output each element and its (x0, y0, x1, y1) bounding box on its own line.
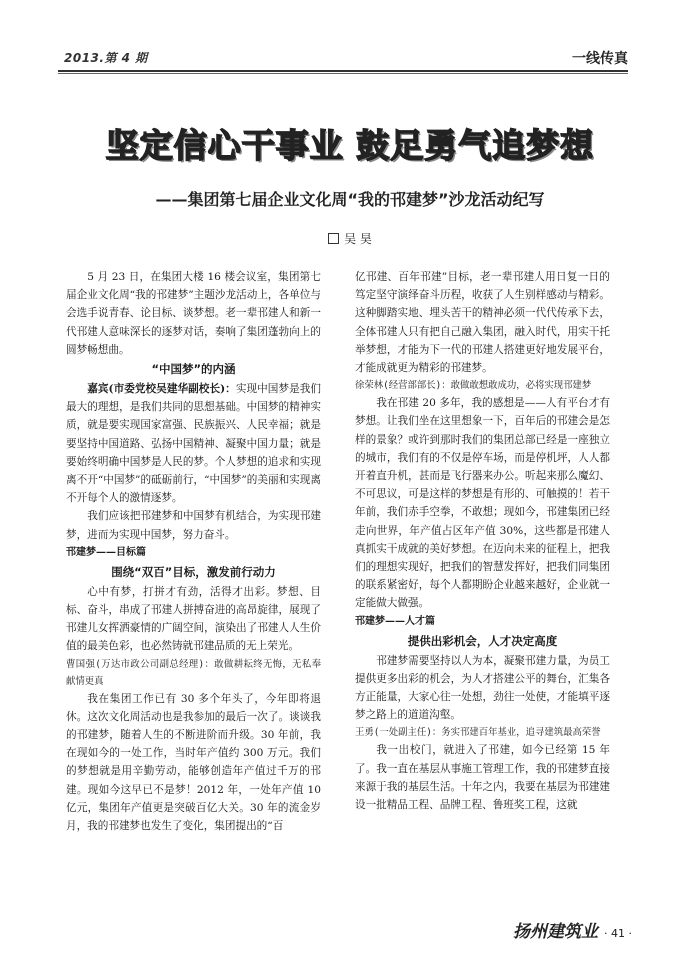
page-footer (513, 917, 632, 942)
speaker-name: 嘉宾(市委党校吴建华副校长)： (87, 383, 236, 396)
page-number: · 41 · (604, 927, 632, 940)
paragraph: 我们应该把邗建梦和中国梦有机结合，为实现邗建梦，进而为实现中国梦，努力奋斗。 (66, 510, 321, 541)
author-name: 吴 昊 (344, 232, 372, 246)
article-title: 坚定信心干事业 鼓足勇气追梦想 (105, 126, 595, 165)
right-column (355, 268, 610, 814)
paragraph: 我在邗建 20 多年，我的感想是——人有平台才有梦想。让我们坐在这里想象一下，百年后的邗建会是怎样的景象？或许到那时我们的集团总部已经是一座独立的城市，我们有的不仅是停车场，而是停机坪，人人都开着直升机，甚而是飞行器来办公。听起来那么魔幻、不可思议，可是这样的梦想是有形的、可触摸的！若干年前，我们赤手空拳，不敢想；现如今，邗建集团已经走向世界，年产值占区年产值 30%，这些都是邗建人真抓实干成就的美好梦想。在迈向未来的征程上，把我们的理想实现好，把我们的智慧发挥好，把我们同集团的联系紧密好，每个人都期盼企业越来越好，企业就一定能做大做强。 (355, 397, 610, 610)
paragraph: 邗建梦需要坚持以人为本，凝聚邗建力量，为员工提供更多出彩的机会，为人才搭建公平的舞台，汇集各方正能量，大家心往一处想，劲往一处使，才能填平逐梦之路上的道道沟壑。 (355, 654, 610, 722)
section-tag: 邗建梦——人才篇 (355, 615, 435, 627)
section-heading: “中国梦”的内涵 (151, 362, 236, 377)
paragraph: 5 月 23 日，在集团大楼 16 楼会议室，集团第七届企业文化周“我的邗建梦”主题沙龙活动上，各单位与会选手说青春、论目标、谈梦想。老一辈邗建人和新一代邗建人意味深长的逐梦对话，奏响了集团蓬勃向上的圆梦畅想曲。 (66, 271, 321, 356)
page-header (58, 48, 628, 68)
section-label: 一线传真 (572, 51, 628, 67)
section-heading: 提供出彩机会，人才决定高度 (407, 633, 558, 648)
author-line (0, 230, 700, 247)
paragraph (66, 380, 321, 507)
section-heading: 围绕“双百”目标，激发前行动力 (111, 564, 276, 579)
left-column (66, 268, 321, 835)
section-tag: 邗建梦——目标篇 (66, 546, 146, 558)
speaker-line: 曹国强(万达市政公司副总经理)：敢做耕耘终无悔，无私奉献情更真 (66, 658, 321, 687)
magazine-logo: 扬州建筑业 (513, 922, 599, 942)
issue-label: 2013.第 4 期 (64, 51, 148, 65)
paragraph: 亿邗建、百年邗建”目标，老一辈邗建人用日复一日的笃定坚守演绎奋斗历程，收获了人生别样感动与精彩。这种脚踏实地、埋头苦干的精神必须一代代传承下去，全体邗建人只有把自己融入集团，融入时代，用实干托举梦想，才能为下一代的邗建人搭建更好地发展平台，才能成就更为精彩的邗建梦。 (355, 271, 610, 375)
paragraph: 我在集团工作已有 30 多个年头了，今年即将退休。这次文化周活动也是我参加的最后一次了。谈谈我的邗建梦，随着人生的不断进阶而升级。30 年前，我在现如今的一处工作，当时年产值约 300 万元。我们的梦想就是用辛勤劳动，能够创造年产值过千万的邗建。现如今这早已不是梦！2012 年，一处年产值 10 亿元，集团年产值更是突破百亿大关。30 年的流金岁月，我的邗建梦也发生了变化，集团提出的“百 (66, 692, 321, 833)
speaker-line: 王勇(一处副主任)：务实邗建百年基业，追寻建筑最高荣誉 (355, 727, 601, 739)
speaker-line: 徐荣林(经营部部长)：敢做敢想敢成功，必将实现邗建梦 (355, 380, 592, 392)
paragraph-text: 实现中国梦是我们最大的理想，是我们共同的思想基础。中国梦的精神实质，就是要实现国家富强、民族振兴、人民幸福；就是要坚持中国道路、弘扬中国精神、凝聚中国力量；就是要始终明确中国梦是人民的梦。个人梦想的追求和实现离不开“中国梦”的砥砺前行，“中国梦”的美丽和实现离不开每个人的激情逐梦。 (66, 383, 321, 505)
header-rule-thin (58, 73, 628, 74)
author-box-icon (328, 233, 339, 244)
paragraph: 心中有梦，打拼才有劲，活得才出彩。梦想、目标、奋斗，串成了邗建人拼搏奋进的高昂旋律，展现了邗建儿女挥洒豪情的广阔空间，演染出了邗建人人生价值的最美色彩，也必然铸就邗建品质的无上荣光。 (66, 585, 321, 653)
header-rule (58, 70, 628, 72)
article-subtitle: ——集团第七届企业文化周“我的邗建梦”沙龙活动纪写 (155, 190, 545, 209)
paragraph: 我一出校门，就进入了邗建，如今已经第 15 年了。我一直在基层从事施工管理工作，我的邗建梦直接来源于我的基层生活。十年之内，我要在基层为邗建建设一批精品工程、品牌工程、鲁班奖工程，这就 (355, 744, 610, 812)
